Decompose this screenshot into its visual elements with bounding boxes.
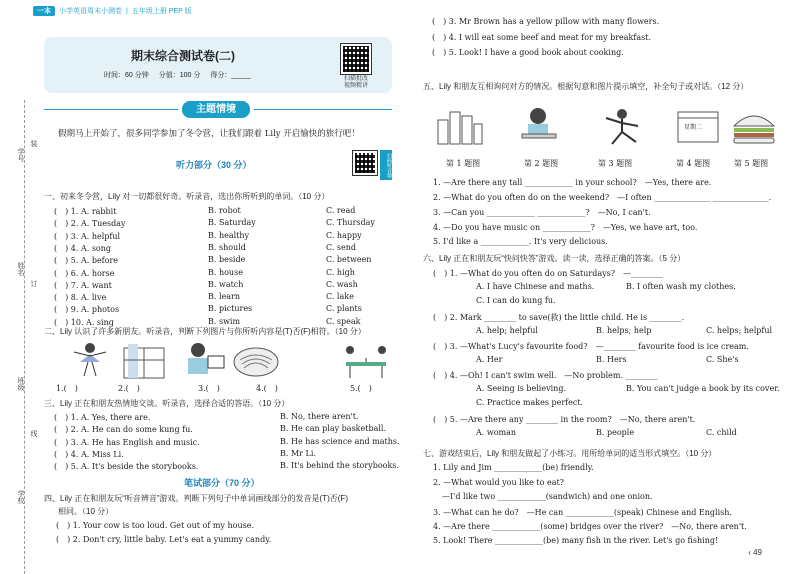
name-label: 姓名 xyxy=(17,262,24,276)
s6-option-b: B. I often wash my clothes. xyxy=(626,282,736,291)
s5-picture-label: 第 2 题图 xyxy=(524,159,559,168)
s3-option-b: B. He can play basketball. xyxy=(280,424,387,434)
ballet-girl-picture xyxy=(66,340,118,380)
s6-option-b: B. people xyxy=(596,428,635,437)
s6-option-b: B. Hers xyxy=(596,355,627,364)
s4-item: ( ) 1. Your cow is too loud. Get out of my house. xyxy=(56,521,254,530)
s5-picture-label: 第 1 题图 xyxy=(446,159,481,168)
exam-meta xyxy=(104,70,251,80)
grade-label: 五年级上册 PEP 版 xyxy=(131,8,192,15)
section-1-heading: 一、初来冬令营，Lily 对一切都很好奇。听录音，选出你所听到的单词。（10 分） xyxy=(44,192,330,201)
table-tennis-picture xyxy=(340,340,392,380)
s5-picture-label: 第 5 题图 xyxy=(734,159,769,168)
intro-text: 假期马上开始了，很多同学参加了冬令营，让我们跟着 Lily 开启愉快的旅行吧！ xyxy=(58,129,360,139)
s7-item: 5. Look! There ____________(be) many fish in the river. Let's go fishing! xyxy=(433,536,719,545)
s3-option-a: ( ) 1. A. Yes, there are. xyxy=(54,413,151,422)
exam-title-box xyxy=(44,37,392,93)
tall-buildings-picture xyxy=(434,106,486,146)
s1-option-a: ( ) 8. A. live xyxy=(54,293,107,303)
s1-option-a: ( ) 3. A. helpful xyxy=(54,231,121,241)
binding-margin xyxy=(0,0,37,574)
exam-title: 期末综合测试卷(二) xyxy=(131,49,235,63)
seal-char: 订 xyxy=(30,280,37,287)
s1-option-b: B. beside xyxy=(208,255,246,265)
s6-option-a: A. help; helpful xyxy=(476,326,538,335)
s6-option-c: C. I can do kung fu. xyxy=(476,296,556,305)
s3-option-b: B. Mr Li. xyxy=(280,448,316,458)
s7-item: 2. —What would you like to eat? xyxy=(433,477,564,487)
s1-option-c: C. high xyxy=(326,267,355,277)
s1-option-a: ( ) 10. A. sing xyxy=(54,317,114,327)
s6-option-a: A. I have Chinese and maths. xyxy=(476,282,595,291)
s1-option-c: C. send xyxy=(326,242,357,252)
section-4-heading-cont: 相同。（10 分） xyxy=(58,507,114,516)
s6-question: ( ) 5. —Are there any ________ in the room? —No, there aren't. xyxy=(433,415,696,424)
building-picture xyxy=(118,340,170,380)
s5-picture-label: 第 4 题图 xyxy=(676,159,711,168)
s1-option-c: C. Thursday xyxy=(326,218,375,228)
s6-question: ( ) 1. —What do you often do on Saturdays? —________ xyxy=(433,269,664,278)
calendar-picture xyxy=(672,106,724,146)
section-7-heading: 七、游戏结束后，Lily 和朋友做起了小练习。用所给单词的适当形式填空。（10 分） xyxy=(423,449,717,458)
s1-option-a: ( ) 2. A. Tuesday xyxy=(54,219,126,229)
series-tag: 一本 xyxy=(33,6,55,16)
section-4-heading: 四、Lily 正在和朋友玩“听音辨音”游戏。判断下列句子中单词画线部分的发音是(T)否(F) xyxy=(44,494,348,503)
noodles-picture xyxy=(230,340,282,380)
s1-option-b: B. should xyxy=(208,242,246,252)
s1-option-a: ( ) 7. A. want xyxy=(54,280,112,290)
s1-option-a: ( ) 5. A. before xyxy=(54,256,119,266)
s3-option-a: ( ) 3. A. He has English and music. xyxy=(54,437,200,447)
s1-option-a: ( ) 6. A. horse xyxy=(54,268,115,278)
s6-question: ( ) 2. Mark ________ to save(救) the little child. He is ________. xyxy=(433,313,685,322)
s1-option-c: C. happy xyxy=(326,230,362,240)
s6-question: ( ) 4. —Oh! I can't swim well. —No problem. ________ xyxy=(433,371,658,380)
divider xyxy=(44,109,178,110)
section-2-heading: 二、Lily 认识了许多新朋友。听录音，判断下列图片与你所听内容是(T)否(F)相符。（10 分） xyxy=(44,327,366,336)
s4-item: ( ) 3. Mr Brown has a yellow pillow with many flowers. xyxy=(432,17,660,26)
s4-item: ( ) 4. I will eat some beef and meat for my breakfast. xyxy=(432,32,651,42)
s7-item: 3. —What can he do? —He can ____________(speak) Chinese and English. xyxy=(433,507,732,517)
s1-option-b: B. watch xyxy=(208,279,244,289)
listening-heading: 听力部分（30 分） xyxy=(176,160,252,170)
boy-computer-picture xyxy=(176,340,228,380)
total-score: 分值：100 分 xyxy=(158,72,201,79)
s6-option-c: C. Practice makes perfect. xyxy=(476,398,584,407)
s1-option-c: C. lake xyxy=(326,292,354,302)
s1-option-b: B. house xyxy=(208,267,243,277)
calendar-text: 星期二 xyxy=(684,125,703,131)
s1-option-a: ( ) 9. A. photos xyxy=(54,305,120,315)
s3-option-b: B. It's behind the storybooks. xyxy=(280,461,399,471)
qr-caption: 扫描批改 视频精讲 xyxy=(343,76,368,89)
divider xyxy=(254,109,392,110)
class-label: 班级 xyxy=(17,377,24,391)
s6-option-c: C. helps; helpful xyxy=(706,326,773,335)
s1-option-b: B. Saturday xyxy=(208,218,256,228)
qr-code[interactable] xyxy=(340,43,372,75)
s1-option-c: C. wash xyxy=(326,279,358,289)
s1-option-a: ( ) 1. A. rabbit xyxy=(54,207,117,216)
time-limit: 时间：60 分钟 xyxy=(104,72,149,79)
s2-answer-label: 5.( ) xyxy=(350,384,372,393)
s1-option-c: C. read xyxy=(326,206,356,215)
s1-option-c: C. plants xyxy=(326,304,362,314)
series-name: 小学英语周末小测卷 xyxy=(59,8,122,15)
cut-line xyxy=(24,100,25,574)
s1-option-b: B. healthy xyxy=(208,230,250,240)
audio-qr-caption: 扫码听音频 xyxy=(380,150,392,180)
seal-char: 线 xyxy=(30,430,37,437)
section-5-heading: 五、Lily 和朋友互相询问对方的情况。根据句意和图片提示填空，补全句子或对话。（12 分） xyxy=(423,82,749,91)
section-3-heading: 三、Lily 正在和朋友热情地交谈。听录音，选择合适的答语。（10 分） xyxy=(44,399,290,408)
s6-option-a: A. Her xyxy=(476,355,503,364)
s1-option-c: C. speak xyxy=(326,316,361,326)
s7-item: —I'd like two ____________(sandwich) and one onion. xyxy=(442,492,653,502)
s6-option-a: A. Seeing is believing. xyxy=(476,384,566,393)
s4-item: ( ) 2. Don't cry, little baby. Let's eat a yummy candy. xyxy=(56,535,272,544)
s3-option-a: ( ) 5. A. It's beside the storybooks. xyxy=(54,462,199,472)
s2-answer-label: 3.( ) xyxy=(198,384,220,393)
student-number-label: 学号 xyxy=(17,148,24,162)
s6-option-a: A. woman xyxy=(476,428,517,437)
s7-item: 4. —Are there ____________(some) bridges over the river? —No, there aren't. xyxy=(433,522,747,532)
s3-option-b: B. He has science and maths. xyxy=(280,436,400,446)
s7-item: 1. Lily and Jim ____________(be) friendly. xyxy=(433,463,594,472)
seal-char: 装 xyxy=(30,140,37,147)
page-number: ‹ 49 xyxy=(748,548,762,557)
s6-option-b: B. helps; help xyxy=(596,326,652,335)
s1-option-b: B. swim xyxy=(208,316,241,326)
s5-item: 1. —Are there any tall ____________ in your school? —Yes, there are. xyxy=(433,178,712,187)
s2-answer-label: 1.( ) xyxy=(56,384,78,393)
s3-option-b: B. No, there aren't. xyxy=(280,412,359,421)
s3-option-a: ( ) 4. A. Miss Li. xyxy=(54,449,124,459)
page-header: 一本 小学英语周末小测卷 | 五年级上册 PEP 版 xyxy=(33,6,192,16)
s5-item: 4. —Do you have music on ____________? —Yes, we have art, too. xyxy=(433,223,698,232)
s1-option-b: B. learn xyxy=(208,292,241,302)
s5-item: 5. I'd like a ____________. It's very delicious. xyxy=(433,237,608,246)
s3-option-a: ( ) 2. A. He can do some kung fu. xyxy=(54,425,193,435)
s5-item: 3. —Can you ____________ ____________? —No, I can't. xyxy=(433,208,651,217)
girl-reading-picture xyxy=(512,104,564,144)
theme-banner: 主题情境 xyxy=(182,101,250,118)
s6-option-b: B. You can't judge a book by its cover. xyxy=(626,384,780,393)
audio-qr-code[interactable] xyxy=(352,150,378,176)
score-field: 得分：_____ xyxy=(210,72,251,79)
s5-item: 2. —What do you often do on the weekend? —I often ______________ ______________. xyxy=(433,193,772,202)
s2-answer-label: 4.( ) xyxy=(256,384,278,393)
s6-option-c: C. She's xyxy=(706,355,739,364)
s5-picture-label: 第 3 题图 xyxy=(598,159,633,168)
s2-answer-label: 2.( ) xyxy=(118,384,140,393)
s1-option-c: C. between xyxy=(326,255,372,265)
school-label: 学校 xyxy=(17,490,24,504)
writing-heading: 笔试部分（70 分） xyxy=(184,478,260,488)
s1-option-b: B. pictures xyxy=(208,304,253,314)
s6-question: ( ) 3. —What's Lucy's favourite food? —________ favourite food is ice cream. xyxy=(433,342,749,351)
s1-option-b: B. robot xyxy=(208,206,241,215)
section-6-heading: 六、Lily 正在和朋友玩“快问快答”游戏。读一读，选择正确的答案。（5 分） xyxy=(423,254,686,263)
s6-option-c: C. child xyxy=(706,428,737,437)
s4-item: ( ) 5. Look! I have a good book about cooking. xyxy=(432,48,624,57)
s1-option-a: ( ) 4. A. song xyxy=(54,243,112,253)
kungfu-picture xyxy=(596,106,648,146)
hamburger-picture xyxy=(728,106,780,146)
